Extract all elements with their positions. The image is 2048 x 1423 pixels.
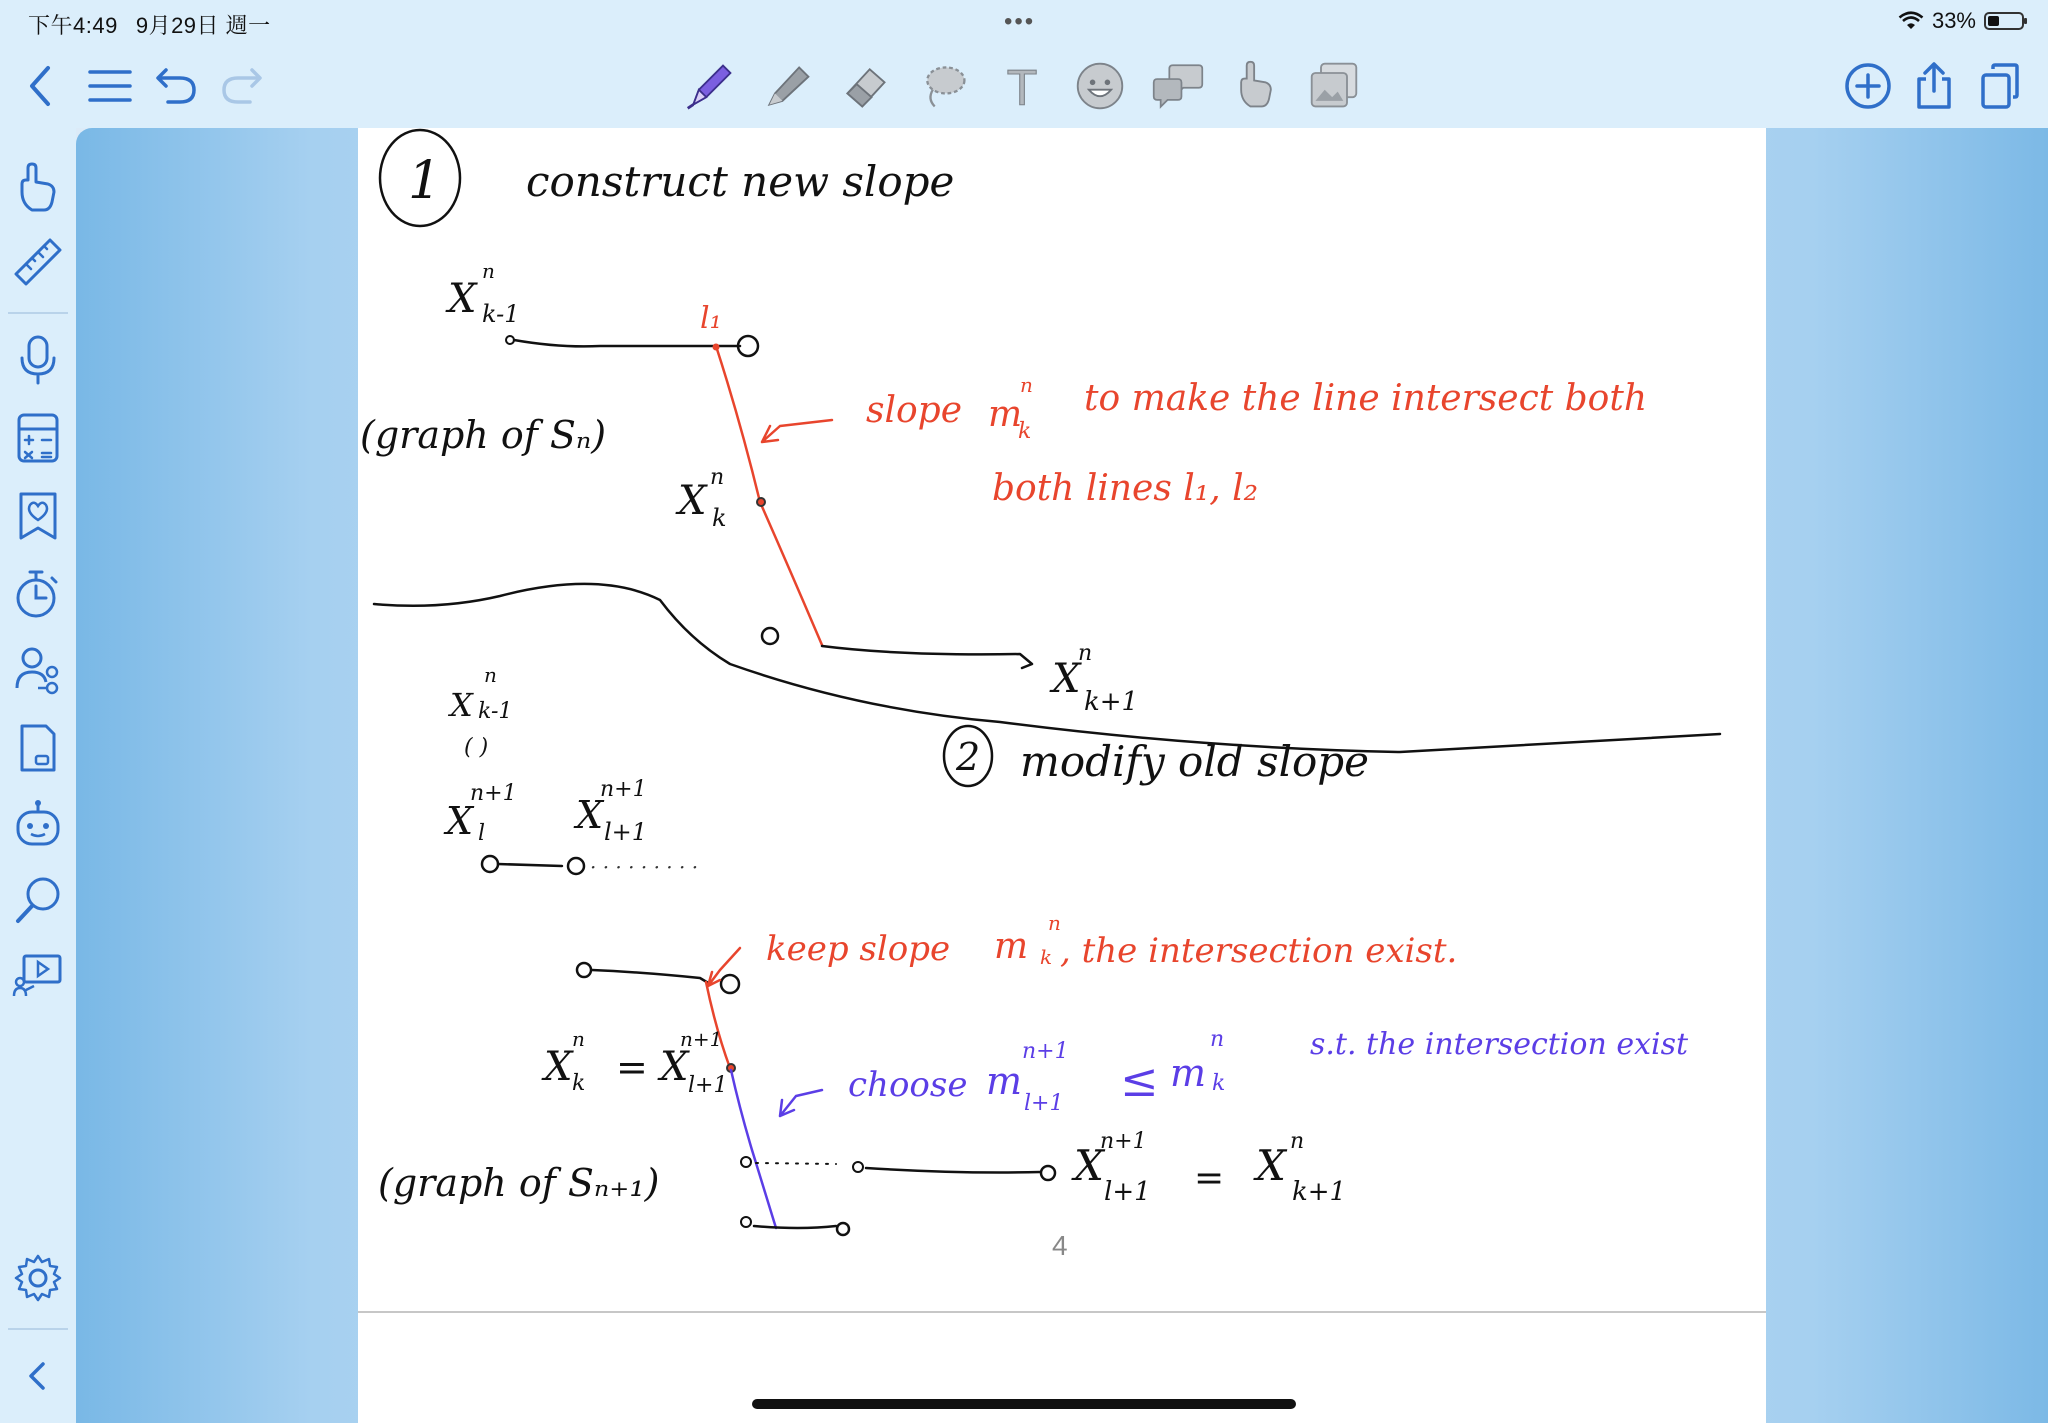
- red-note1-m-sup: n: [1020, 373, 1033, 397]
- xk1-sub: k+1: [1084, 687, 1139, 717]
- eq2-lhs-sup: n+1: [1100, 1129, 1147, 1154]
- point-b3: [1041, 1166, 1055, 1180]
- xl-sup: n+1: [470, 781, 517, 806]
- point-b2: [853, 1162, 863, 1172]
- red-note2-m-sup: n: [1048, 911, 1061, 935]
- point-g2-left: [577, 963, 591, 977]
- x-k-minus-1-sup: n: [482, 259, 495, 283]
- blue-note-m-sup: n+1: [1022, 1039, 1069, 1064]
- point-xl1: [568, 858, 584, 874]
- blue-note-rest: s.t. the intersection exist: [1310, 1027, 1689, 1062]
- eq1-rhs-sub: l+1: [688, 1073, 728, 1098]
- heading2-text: modify old slope: [1020, 737, 1370, 786]
- xl1-sub: l+1: [604, 818, 648, 846]
- blue-note-m-sub: l+1: [1024, 1091, 1064, 1116]
- point-l1: [713, 344, 719, 350]
- blue-note-le: ≤: [1120, 1053, 1159, 1107]
- home-indicator[interactable]: [752, 1399, 1296, 1409]
- segment-g2-top: [592, 970, 710, 984]
- xl1-sup: n+1: [600, 777, 647, 802]
- eq1-rhs: X: [660, 1044, 689, 1090]
- red-slope-line: [716, 346, 822, 645]
- segment-bottom2: [754, 1226, 836, 1228]
- point-lower-left: [762, 628, 778, 644]
- blue-note-choose: choose: [848, 1065, 968, 1105]
- eq1-lhs-sup: n: [572, 1027, 585, 1051]
- xl-sub: l: [478, 821, 486, 846]
- red-note2-rest: , the intersection exist.: [1060, 931, 1458, 971]
- graph-sn1-label: (graph of Sₙ₊₁): [378, 1161, 660, 1205]
- l1-label: l₁: [700, 301, 722, 336]
- mid-xk1-sup: n: [484, 663, 497, 687]
- page-number: 4: [1052, 1230, 1068, 1261]
- heading1-text: construct new slope: [526, 157, 955, 206]
- dotted-bottom: [756, 1163, 836, 1164]
- point-b1: [741, 1157, 751, 1167]
- segment-lower: [822, 646, 1032, 668]
- red-arrow-1: [762, 420, 832, 442]
- eq1-lhs: X: [544, 1044, 573, 1090]
- point-b4: [741, 1217, 751, 1227]
- red-note1-m-sub: k: [1018, 419, 1032, 444]
- x-k-minus-1: X: [448, 276, 477, 322]
- blue-arrow: [780, 1090, 822, 1116]
- x-k-minus-1-sub: k-1: [482, 300, 520, 328]
- status-time: 下午4:49: [28, 13, 118, 38]
- xk-label: X: [678, 478, 707, 524]
- red-note1-rest: to make the line intersect both: [1084, 378, 1648, 419]
- eq2-rhs: X: [1256, 1141, 1286, 1190]
- heading2-number: 2: [956, 735, 981, 779]
- battery-percent: 33%: [1931, 8, 1976, 33]
- mid-paren: ( ): [464, 735, 489, 760]
- xk-sub: k: [712, 504, 727, 532]
- xl-label: X: [446, 799, 474, 843]
- divider-curve: [374, 584, 1720, 752]
- blue-note-m2: m: [1170, 1051, 1207, 1095]
- xk1-sup: n: [1078, 641, 1093, 666]
- segment-bottom: [866, 1168, 1040, 1173]
- red-arrow-2: [708, 948, 740, 986]
- heading1-number: 1: [408, 151, 442, 211]
- red-note1-line2: both lines l₁, l₂: [992, 468, 1259, 509]
- blue-note-m2-sup: n: [1210, 1027, 1225, 1052]
- point-xk: [757, 498, 765, 506]
- eq2-rhs-sub: k+1: [1292, 1177, 1347, 1207]
- status-date: 9月29日 週一: [135, 13, 271, 38]
- segment-top: [514, 340, 740, 346]
- eq2-lhs: X: [1074, 1141, 1104, 1190]
- point-xl: [482, 856, 498, 872]
- xk1-label: X: [1052, 656, 1081, 702]
- mid-dots: · · · · · · · · ·: [590, 855, 699, 879]
- red-note2-keep: keep slope: [766, 929, 951, 969]
- eq1-lhs-sub: k: [572, 1071, 586, 1096]
- eq1-rhs-sup: n+1: [680, 1027, 723, 1051]
- blue-note-m: m: [986, 1059, 1023, 1103]
- mid-xk1-sub: k-1: [478, 699, 513, 724]
- xl1-label: X: [576, 793, 604, 837]
- eq2-eq: =: [1194, 1158, 1225, 1199]
- eq2-rhs-sup: n: [1290, 1129, 1305, 1154]
- red-note1-slope: slope: [866, 390, 963, 431]
- blue-note-m2-sub: k: [1212, 1071, 1226, 1096]
- xk-sup: n: [710, 465, 725, 490]
- point-b5: [837, 1223, 849, 1235]
- red-note1-m: m: [988, 394, 1023, 435]
- red-note2-m-sub: k: [1040, 945, 1053, 969]
- blue-slope-line: [731, 1070, 776, 1228]
- multitask-dots[interactable]: •••: [1004, 8, 1036, 35]
- point-g2-right: [721, 975, 739, 993]
- mid-xk1-label: X: [450, 686, 473, 724]
- text-tool-glyph: T: [1006, 59, 1038, 114]
- red-note2-m: m: [994, 926, 1029, 967]
- red-slope-line-2: [706, 982, 730, 1068]
- eq2-lhs-sub: l+1: [1104, 1177, 1151, 1207]
- segment-mid: [498, 864, 562, 866]
- graph-sn-label: (graph of Sₙ): [360, 413, 607, 457]
- eq1-eq: =: [616, 1045, 648, 1089]
